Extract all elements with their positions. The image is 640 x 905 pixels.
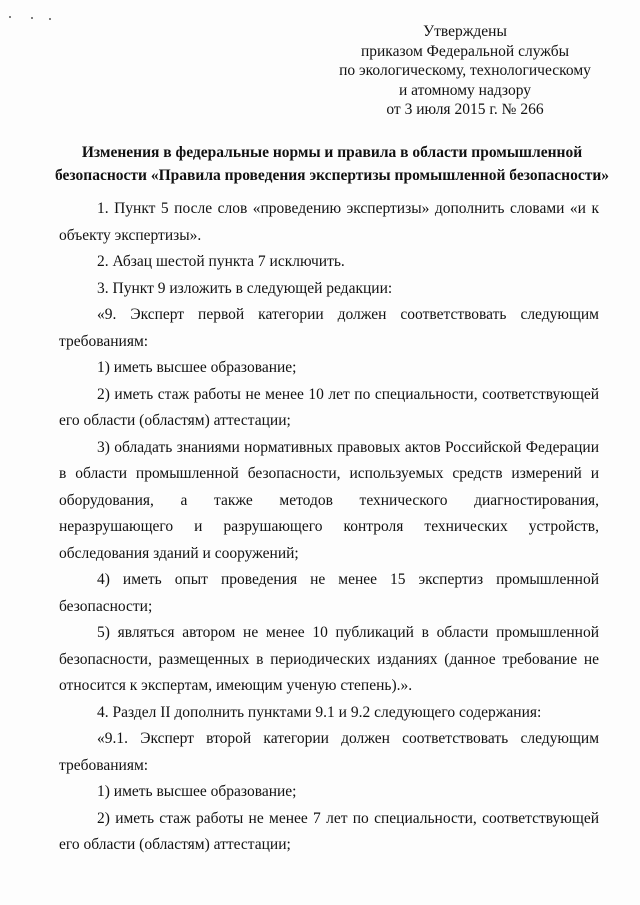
- paragraph-req-2b: 2) иметь стаж работы не менее 7 лет по специальности, соответствующей его области (областям) аттестации;: [59, 809, 599, 853]
- paragraph-req-3: 3) обладать знаниями нормативных правовых актов Российской Федерации в области промышленной безопасности, используемых средств измерений и оборудования, а также методов технического диагностирования, неразрушающего и разрушающего контроля технических устройств, обследования зданий и сооружений;: [59, 438, 599, 562]
- paragraph-point-9-1: «9.1. Эксперт второй категории должен соответствовать следующим требованиям:: [59, 730, 599, 774]
- scan-artifact: [49, 18, 51, 20]
- title-line: Изменения в федеральные нормы и правила в области промышленной: [81, 144, 583, 161]
- paragraph-req-1: 1) иметь высшее образование;: [97, 359, 297, 376]
- title-line: безопасности «Правила проведения экспертизы промышленной безопасности»: [54, 167, 610, 184]
- scan-artifact: [9, 16, 11, 18]
- document-title: [52, 141, 612, 187]
- paragraph-req-4: 4) иметь опыт проведения не менее 15 экспертиз промышленной безопасности;: [59, 571, 599, 615]
- approval-line: приказом Федеральной службы: [360, 42, 570, 60]
- paragraph-item-1: 1. Пункт 5 после слов «проведению экспертизы» дополнить словами «и к объекту экспертизы».: [59, 200, 599, 244]
- paragraph-req-2: 2) иметь стаж работы не менее 10 лет по специальности, соответствующей его области (областям) аттестации;: [59, 385, 599, 429]
- approval-line: и атомному надзору: [399, 81, 531, 99]
- scan-artifact: [31, 17, 33, 19]
- approval-line: от 3 июля 2015 г. № 266: [386, 101, 544, 118]
- paragraph-req-5: 5) являться автором не менее 10 публикаций в области промышленной безопасности, размещенных в периодических изданиях (данное требование не относится к экспертам, имеющим ученую степень).».: [59, 624, 599, 694]
- paragraph-item-2: 2. Абзац шестой пункта 7 исключить.: [97, 253, 345, 270]
- paragraph-point-9: «9. Эксперт первой категории должен соответствовать следующим требованиям:: [59, 306, 599, 350]
- approval-line: Утверждены: [423, 23, 507, 40]
- paragraph-item-3: 3. Пункт 9 изложить в следующей редакции:: [97, 279, 393, 297]
- paragraph-item-4: 4. Раздел II дополнить пунктами 9.1 и 9.2 следующего содержания:: [97, 703, 542, 721]
- paragraph-req-1b: 1) иметь высшее образование;: [97, 783, 297, 800]
- approval-line: по экологическому, технологическому: [339, 62, 591, 79]
- approval-stamp: [330, 22, 600, 120]
- document-body: [59, 196, 599, 859]
